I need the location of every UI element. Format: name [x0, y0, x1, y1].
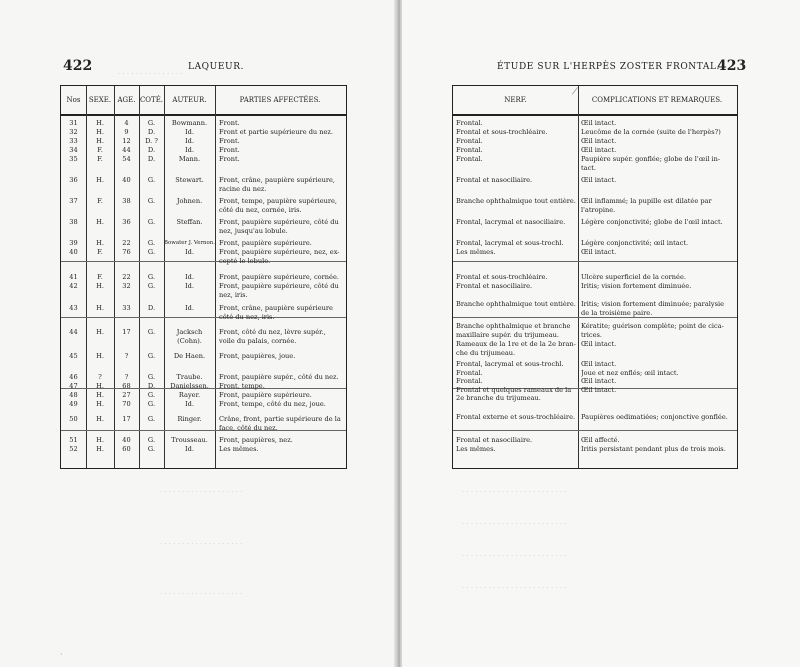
col-header-auteur: AUTEUR.	[172, 95, 207, 104]
row-auteur: Id.	[185, 248, 194, 256]
row-age: 76	[122, 248, 131, 256]
row-remarques: Œil intact. Joue et nez enflés; œil intact. Œil intact. Œil intact.	[581, 360, 679, 394]
row-age: 4	[124, 119, 129, 127]
row-number: 42	[69, 282, 78, 290]
bleed-through-text: · · · · · · · · · · · · · · · · · · · · · · · ·	[462, 488, 567, 496]
row-remarques: Œil intact.	[581, 137, 617, 145]
row-auteur: Traube.	[176, 373, 203, 381]
row-age: 38	[122, 197, 131, 205]
row-number: 31	[69, 119, 78, 127]
row-cote: G.	[147, 328, 156, 336]
row-nerf: Frontal, lacrymal et sous-trochl. Frontal. Frontal. Frontal et quelques rameaux de la 2e branche du trijumeau.	[456, 360, 572, 403]
row-age: 33	[122, 304, 131, 312]
row-remarques: Œil intact.	[581, 340, 617, 348]
row-remarques: Légère conjonctivité; globe de l'œil intact.	[581, 218, 723, 226]
row-number: 52	[69, 445, 78, 453]
row-parties: Front, paupière supérieure, cornée.	[219, 273, 339, 281]
row-age: ?	[124, 373, 129, 381]
row-sexe: H.	[96, 352, 104, 360]
row-parties: Front et partie supérieure du nez.	[219, 128, 333, 136]
row-auteur: Id.	[185, 137, 194, 145]
row-sexe: H.	[96, 239, 104, 247]
col-header-age: AGE.	[117, 95, 136, 104]
bleed-through-text: · · · · · · · · · · · · · · · · · · ·	[160, 540, 243, 548]
row-sexe: H.	[96, 128, 104, 136]
row-parties: Front, côté du nez, lèvre supér., voile du palais, cornée.	[219, 328, 326, 345]
row-number: 46	[69, 373, 78, 381]
row-number: 37	[69, 197, 78, 205]
row-age: 27	[122, 391, 131, 399]
row-age: 68	[122, 382, 131, 390]
row-sexe: F.	[97, 155, 103, 163]
row-age: ?	[124, 352, 129, 360]
row-remarques: Œil intact.	[581, 119, 617, 127]
row-remarques: Kératite; guérison complète; point de cica- trices.	[581, 322, 724, 339]
bleed-through-text: · · · · · · · · · · · · · · · · · · · · · · · ·	[462, 552, 567, 560]
row-auteur: Rayer.	[178, 391, 201, 399]
row-auteur: Id.	[185, 400, 194, 408]
row-number: 40	[69, 248, 78, 256]
row-nerf: Frontal et nasociliaire.	[456, 176, 533, 184]
row-parties: Front.	[219, 137, 240, 145]
row-sexe: H.	[96, 391, 104, 399]
row-cote: G.	[147, 400, 156, 408]
row-parties: Front, paupière supérieure.	[219, 239, 312, 247]
row-auteur: Bowater J. Vernon.	[164, 240, 215, 246]
row-number: 38	[69, 218, 78, 226]
bleed-through-text: · · · · · · · · · · · · · · ·	[118, 70, 183, 78]
row-sexe: F.	[97, 273, 103, 281]
row-nerf: Branche ophthalmique tout entière.	[456, 300, 576, 308]
row-auteur: Id.	[185, 282, 194, 290]
row-number: 41	[69, 273, 78, 281]
row-nerf: Branche ophthalmique et branche maxillaire supér. du trijumeau.	[456, 322, 571, 339]
row-nerf: Frontal.	[456, 146, 483, 154]
row-remarques: Œil intact.	[581, 146, 617, 154]
row-auteur: Stewart.	[175, 176, 204, 184]
row-parties: Front, paupière supérieure, nez, ex- cepté le lobule.	[219, 248, 340, 265]
bleed-through-text: · · · · · · · · · · · · · · · · · · · · · · · ·	[462, 520, 567, 528]
row-sexe: H.	[96, 282, 104, 290]
row-parties: Front.	[219, 119, 240, 127]
row-cote: G.	[147, 218, 156, 226]
row-parties: Front.	[219, 155, 240, 163]
row-age: 60	[122, 445, 131, 453]
row-sexe: H.	[96, 218, 104, 226]
row-remarques: Œil affecté. Iritis persistant pendant plus de trois mois.	[581, 436, 726, 453]
row-remarques: Œil inflammé; la pupille est dilatée par l'atropine.	[581, 197, 712, 214]
row-remarques: Légère conjonctivité; œil intact. Œil intact.	[581, 239, 689, 256]
row-number: 33	[69, 137, 78, 145]
row-sexe: ?	[98, 373, 102, 381]
row-cote: D.	[147, 304, 156, 312]
right-running-head: ÉTUDE SUR L'HERPÈS ZOSTER FRONTAL.	[497, 62, 721, 72]
col-header-nerf: NERF.	[504, 95, 527, 104]
row-cote: D.	[147, 382, 156, 390]
row-remarques: Ulcère superficiel de la cornée. Iritis; vision fortement diminuée.	[581, 273, 692, 290]
row-sexe: H.	[96, 328, 104, 336]
row-sexe: H.	[96, 382, 104, 390]
row-nerf: Rameaux de la 1re et de la 2e bran- che du trijumeau.	[456, 340, 576, 357]
row-auteur: Id.	[185, 445, 194, 453]
row-nerf: Frontal.	[456, 155, 483, 163]
row-parties: Front, crâne, paupière supérieure, racine du nez.	[219, 176, 335, 193]
row-age: 54	[122, 155, 131, 163]
row-nerf: Frontal, lacrymal et nasociliaire.	[456, 218, 566, 226]
row-auteur: Id.	[185, 304, 194, 312]
row-auteur: Danielssen.	[170, 382, 209, 390]
row-cote: G.	[147, 391, 156, 399]
row-parties: Les mêmes.	[219, 445, 259, 453]
row-number: 47	[69, 382, 78, 390]
row-auteur: Bowmann.	[171, 119, 208, 127]
row-sexe: F.	[97, 197, 103, 205]
row-number: 49	[69, 400, 78, 408]
row-number: 51	[69, 436, 78, 444]
row-number: 48	[69, 391, 78, 399]
row-sexe: H.	[96, 137, 104, 145]
row-remarques: Œil intact.	[581, 176, 617, 184]
row-sexe: H.	[96, 415, 104, 423]
row-auteur: Mann.	[178, 155, 201, 163]
row-cote: G.	[147, 445, 156, 453]
row-nerf: Frontal et sous-trochléaire. Frontal et nasociliaire.	[456, 273, 548, 290]
row-number: 50	[69, 415, 78, 423]
row-nerf: Frontal, lacrymal et sous-trochl. Les mêmes.	[456, 239, 564, 256]
row-cote: G.	[147, 176, 156, 184]
row-parties: Front, paupière supér., côté du nez.	[219, 373, 339, 381]
right-table-header	[453, 86, 737, 116]
bleed-through-text: · · · · · · · · · · · · · · · · · · · · · · · ·	[462, 584, 567, 592]
row-cote: D.	[147, 128, 156, 136]
row-cote: G.	[147, 415, 156, 423]
row-cote: G.	[147, 436, 156, 444]
row-age: 32	[122, 282, 131, 290]
row-nerf: Frontal et nasociliaire. Les mêmes.	[456, 436, 533, 453]
row-parties: Front, tempe, côté du nez, joue.	[219, 400, 326, 408]
row-sexe: H.	[96, 400, 104, 408]
col-header-sexe: SEXE.	[88, 95, 112, 104]
row-sexe: F.	[97, 248, 103, 256]
row-parties: Front, paupières, joue.	[219, 352, 296, 360]
row-auteur: Steffan.	[176, 218, 203, 226]
row-remarques: Leucôme de la cornée (suite de l'herpès?)	[581, 128, 721, 136]
row-remarques: Paupière supér. gonflée; globe de l'œil in- tact.	[581, 155, 721, 172]
row-age: 70	[122, 400, 131, 408]
row-cote: D.	[147, 146, 156, 154]
row-auteur: Ringer.	[177, 415, 202, 423]
row-age: 40	[122, 176, 131, 184]
row-number: 39	[69, 239, 78, 247]
row-auteur: Trousseau.	[171, 436, 208, 444]
row-nerf: Frontal.	[456, 119, 483, 127]
row-cote: D.	[147, 155, 156, 163]
row-parties: Front, tempe, paupière supérieure, côté du nez, cornée, iris.	[219, 197, 337, 214]
row-age: 12	[122, 137, 131, 145]
col-header-cote: COTÉ.	[139, 95, 164, 104]
row-age: 36	[122, 218, 131, 226]
row-nerf: Frontal et sous-trochléaire.	[456, 128, 548, 136]
row-nerf: Branche ophthalmique tout entière.	[456, 197, 576, 205]
row-age: 17	[122, 415, 131, 423]
row-number: 34	[69, 146, 78, 154]
row-nerf: Frontal.	[456, 137, 483, 145]
row-auteur: De Haen.	[173, 352, 206, 360]
left-table-header	[61, 86, 346, 116]
row-age: 9	[124, 128, 129, 136]
row-auteur: Johnen.	[176, 197, 203, 205]
row-auteur: Id.	[185, 146, 194, 154]
row-age: 22	[122, 273, 131, 281]
row-cote: D. ?	[145, 137, 158, 145]
right-page	[402, 0, 800, 667]
row-sexe: H.	[96, 436, 104, 444]
row-cote: G.	[147, 282, 156, 290]
row-remarques: Paupières oedimatiées; conjonctive gonflée.	[581, 413, 728, 421]
row-age: 22	[122, 239, 131, 247]
col-header-parties: PARTIES AFFECTÉES.	[239, 95, 321, 104]
row-parties: Front, paupière supérieure, côté du nez, iris.	[219, 282, 339, 299]
row-number: 32	[69, 128, 78, 136]
row-age: 40	[122, 436, 131, 444]
left-running-head: LAQUEUR.	[188, 62, 245, 72]
row-parties: Front, paupière supérieure, côté du nez, jusqu'au lobule.	[219, 218, 339, 235]
row-age: 44	[122, 146, 131, 154]
row-number: 45	[69, 352, 78, 360]
row-sexe: F.	[97, 146, 103, 154]
row-parties: Front, paupières, nez.	[219, 436, 293, 444]
row-parties: Front, tempe.	[219, 382, 265, 390]
col-header-remarques: COMPLICATIONS ET REMARQUES.	[591, 95, 723, 104]
col-header-no: Nos	[66, 95, 81, 104]
row-cote: G.	[147, 197, 156, 205]
row-nerf: Frontal externe et sous-trochléaire.	[456, 413, 576, 421]
row-sexe: H.	[96, 176, 104, 184]
right-table	[452, 85, 738, 469]
row-sexe: H.	[96, 445, 104, 453]
row-number: 35	[69, 155, 78, 163]
row-remarques: Iritis; vision fortement diminuée; paralysie de la troisième paire.	[581, 300, 724, 317]
row-parties: Crâne, front, partie supérieure de la face, côté du nez.	[219, 415, 341, 432]
left-page-number: 422	[63, 58, 93, 74]
row-sexe: H.	[96, 119, 104, 127]
row-number: 44	[69, 328, 78, 336]
row-parties: Front, crâne, paupière supérieure côté du nez, iris.	[219, 304, 333, 321]
right-page-number: 423	[717, 58, 747, 74]
page-speck: ·	[60, 650, 63, 659]
left-page	[0, 0, 396, 667]
row-cote: G.	[147, 273, 156, 281]
bleed-through-text: · · · · · · · · · · · · · · · · · · ·	[160, 590, 243, 598]
row-number: 36	[69, 176, 78, 184]
pencil-mark: /	[571, 85, 579, 98]
row-cote: G.	[147, 373, 156, 381]
row-auteur: Id.	[185, 273, 194, 281]
row-sexe: H.	[96, 304, 104, 312]
row-cote: G.	[147, 119, 156, 127]
bleed-through-text: · · · · · · · · · · · · · · · · · · ·	[160, 488, 243, 496]
row-parties: Front, paupière supérieure.	[219, 391, 312, 399]
row-auteur: Jacksch (Cohn).	[176, 328, 203, 345]
row-number: 43	[69, 304, 78, 312]
row-auteur: Id.	[185, 128, 194, 136]
left-table	[60, 85, 347, 469]
row-cote: G.	[147, 248, 156, 256]
row-cote: G.	[147, 352, 156, 360]
row-parties: Front.	[219, 146, 240, 154]
row-age: 17	[122, 328, 131, 336]
row-cote: G.	[147, 239, 156, 247]
